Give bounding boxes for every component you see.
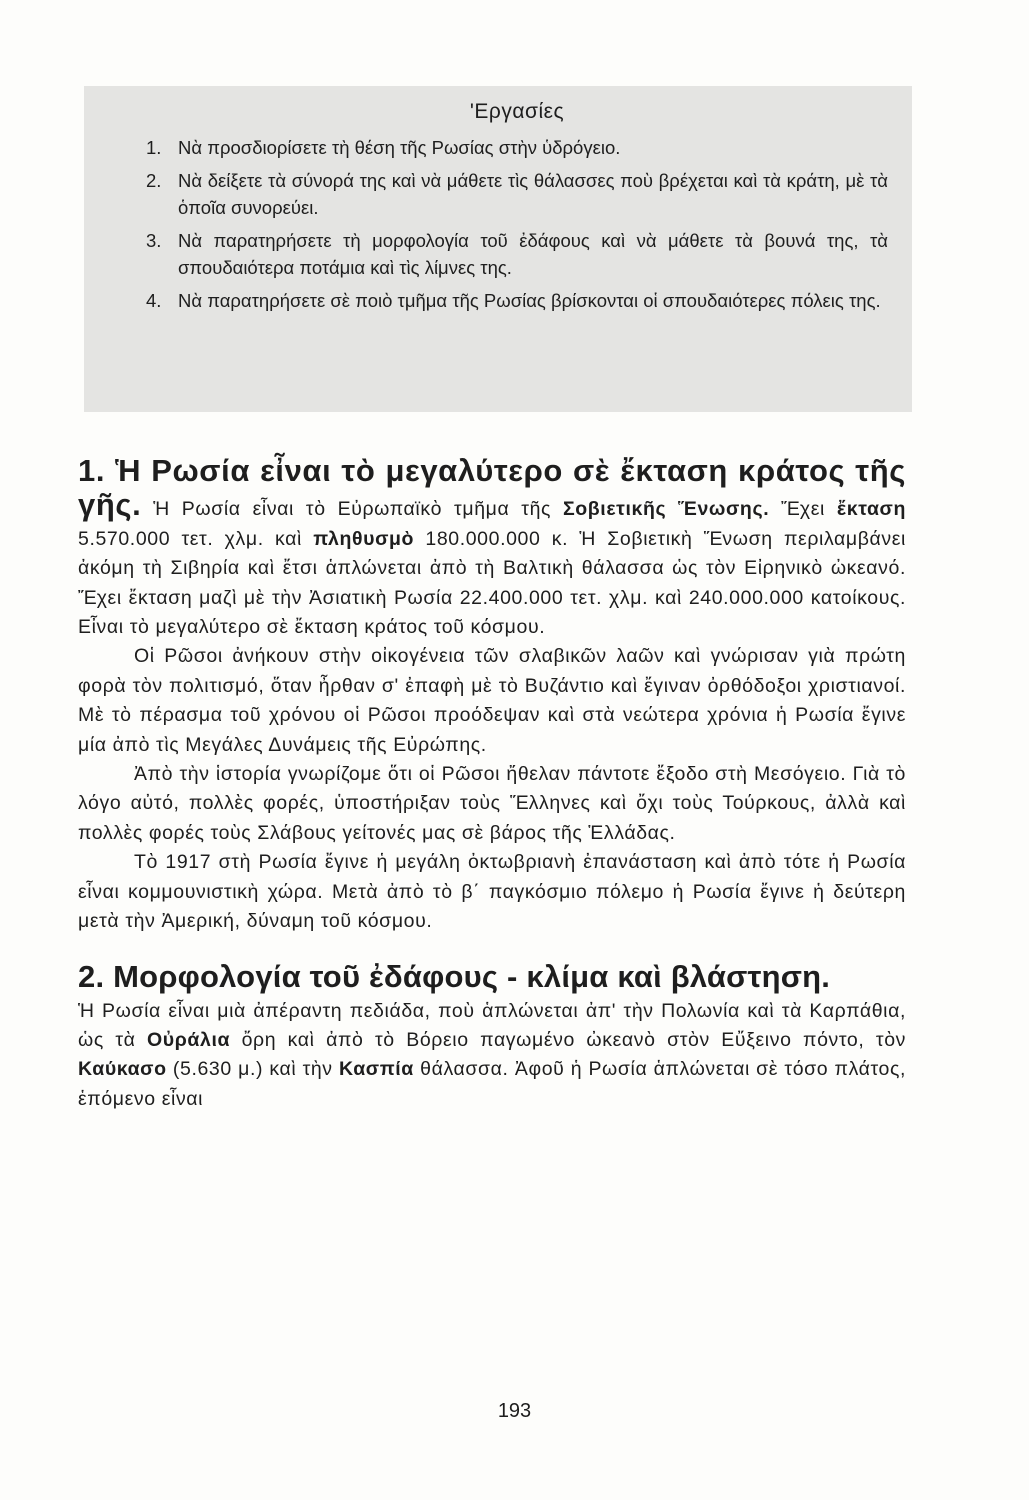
bold-term: Σοβιετικῆς Ἕνωσης. — [562, 498, 770, 521]
exercises-title: 'Εργασίες — [469, 100, 565, 123]
exercise-number: 1. — [146, 137, 162, 158]
section-1-text: Ἔχει — [769, 498, 837, 521]
exercises-box — [84, 86, 912, 412]
section-2-heading: 2. Μορφολογία τοῦ ἐδάφους - κλίμα καὶ βλάστηση. — [78, 958, 831, 994]
section-1-text: 5.570.000 τετ. χλμ. καὶ — [78, 527, 314, 550]
section-1-opening — [78, 453, 906, 642]
exercise-text: Νὰ παρατηρήσετε σὲ ποιὸ τμῆμα τῆς Ρωσίας βρίσκονται οἱ σπουδαιότερες πόλεις της. — [178, 290, 881, 311]
bold-term: ἔκταση — [836, 498, 906, 521]
section-2-text: θάλασσα. Ἀφοῦ ἡ Ρωσία ἁπλώνεται σὲ τόσο πλάτος, ἑπόμενο εἶναι — [78, 1058, 906, 1110]
section-1-text: 180.000.000 κ. Ἡ Σοβιετικὴ Ἕνωση περιλαμβάνει ἀκόμη τὴ Σιβηρία καὶ ἔτσι ἁπλώνεται ἀπὸ τὴ Βαλτικὴ θάλασσα ὡς τὸν Εἰρηνικὸ ὠκεανό. Ἔχει ἔκταση μαζὶ μὲ τὴν Ἀσιατικὴ Ρωσία 22.400.000 τετ. χλμ. καὶ 240.000.000 κατοίκους. Εἶναι τὸ μεγαλύτερο σὲ ἔκταση κράτος τοῦ κόσμου. — [78, 527, 906, 639]
bold-term: Κασπία — [338, 1058, 414, 1081]
section-2-text: ὄρη καὶ ἀπὸ τὸ Βόρειο παγωμένο ὠκεανὸ στὸν Εὔξεινο πόντο, τὸν — [230, 1028, 906, 1051]
exercise-number: 4. — [146, 290, 162, 311]
paragraph: Ἀπὸ τὴν ἱστορία γνωρίζομε ὅτι οἱ Ρῶσοι ἤθελαν πάντοτε ἔξοδο στὴ Μεσόγειο. Γιὰ τὸ λόγο αὐτό, πολλὲς φορές, ὑποστήριξαν τοὺς Ἕλληνες καὶ ὄχι τοὺς Τούρκους, ἀλλὰ καὶ πολλὲς φορές τοὺς Σλάβους γείτονές μας σὲ βάρος τῆς Ἑλλάδας. — [78, 763, 906, 844]
bold-term: πληθυσμὸ — [313, 527, 415, 550]
page-number: 193 — [497, 1400, 532, 1422]
exercise-number: 3. — [146, 230, 162, 251]
exercise-text: Νὰ προσδιορίσετε τὴ θέση τῆς Ρωσίας στὴν ὑδρόγειο. — [178, 137, 621, 158]
bold-term: Οὐράλια — [147, 1028, 231, 1051]
exercise-item — [146, 167, 888, 221]
exercise-number: 2. — [146, 170, 162, 191]
main-text — [78, 453, 906, 1114]
section-2-text: Ἡ Ρωσία εἶναι μιὰ ἀπέραντη πεδιάδα, ποὺ ἁπλώνεται ἀπ' τὴν Πολωνία καὶ τὰ Καρπάθια, ὡς τὰ — [78, 999, 906, 1051]
paragraph: Τὸ 1917 στὴ Ρωσία ἔγινε ἡ μεγάλη ὀκτωβριανὴ ἐπανάσταση καὶ ἀπὸ τότε ἡ Ρωσία εἶναι κομμουνιστικὴ χώρα. Μετὰ ἀπὸ τὸ β΄ παγκόσμιο πόλεμο ἡ Ρωσία ἔγινε ἡ δεύτερη μετὰ τὴν Ἀμερική, δύναμη τοῦ κόσμου. — [78, 851, 906, 933]
paragraph: Οἱ Ρῶσοι ἀνήκουν στὴν οἰκογένεια τῶν σλαβικῶν λαῶν καὶ γνώρισαν γιὰ πρώτη φορὰ τὸν πολιτισμό, ὅταν ἦρθαν σ' ἐπαφὴ μὲ τὸ Βυζάντιο καὶ ἔγιναν ὀρθόδοξοι χριστιανοί. Μὲ τὸ πέρασμα τοῦ χρόνου οἱ Ρῶσοι προόδεψαν καὶ στὰ νεώτερα χρόνια ἡ Ρωσία ἔγινε μία ἀπὸ τὶς Μεγάλες Δυνάμεις τῆς Εὐρώπης. — [78, 645, 906, 756]
exercise-text: Νὰ παρατηρήσετε τὴ μορφολογία τοῦ ἐδάφους καὶ νὰ μάθετε τὰ βουνά της, τὰ σπουδαιότερα ποτάμια καὶ τὶς λίμνες της. — [178, 230, 888, 278]
section-1-heading: 1. Ἡ Ρωσία εἶναι τὸ μεγαλύτερο σὲ ἔκταση κράτος τῆς γῆς. — [78, 453, 906, 523]
section-1-text: Ἡ Ρωσία εἶναι τὸ Εὐρωπαϊκὸ τμῆμα τῆς — [153, 498, 563, 521]
exercise-text: Νὰ δείξετε τὰ σύνορά της καὶ νὰ μάθετε τὶς θάλασσες ποὺ βρέχεται καὶ τὰ κράτη, μὲ τὰ ὁποῖα συνορεύει. — [178, 170, 888, 218]
exercise-item — [146, 227, 888, 281]
exercise-item — [146, 134, 888, 161]
section-2-opening — [78, 957, 906, 1115]
section-2-text: (5.630 μ.) καὶ τὴν — [166, 1058, 339, 1081]
bold-term: Καύκασο — [78, 1058, 167, 1081]
exercise-item — [146, 287, 888, 314]
